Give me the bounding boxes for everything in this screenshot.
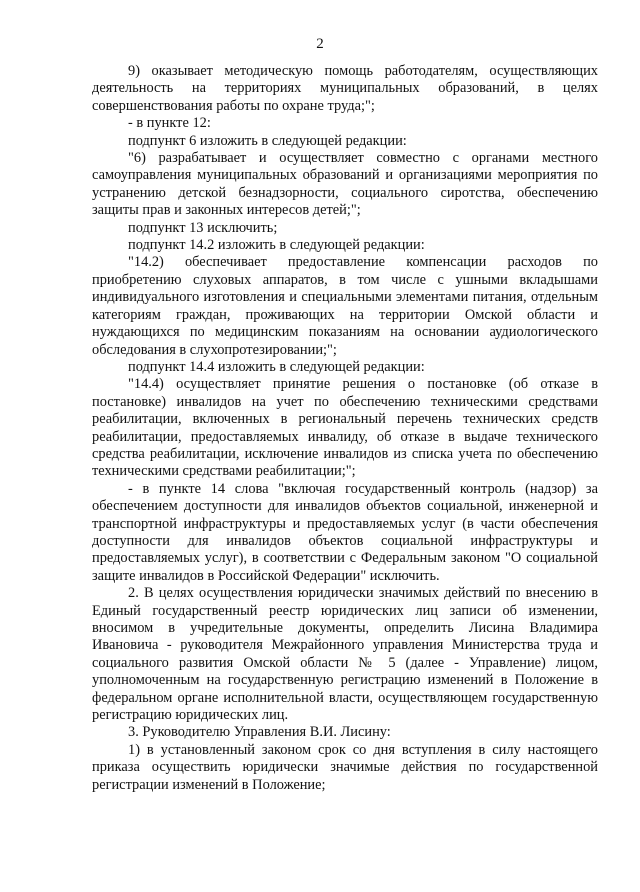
paragraph-subpoint-14-4-text: "14.4) осуществляет принятие решения о постановке (об отказе в постановке) инвалидов на учет по обеспечению техническими средствами реабилитации, включенных в региональный перечень технических средств реабилитации, предоставляемых инвалиду, об отказе в выдаче технического средства реабилитации, исключение инвалидов из списка учета по обеспечению техническими средствами реабилитации;"; <box>92 376 598 480</box>
paragraph-point-12: - в пункте 12: <box>128 115 211 132</box>
paragraph-subpoint-13: подпункт 13 исключить; <box>128 219 278 236</box>
paragraph-subpoint-6-heading: подпункт 6 изложить в следующей редакции: <box>128 132 407 149</box>
paragraph-subpoint-14-2-heading: подпункт 14.2 изложить в следующей редакции: <box>128 237 425 254</box>
paragraph-section-3: 3. Руководителю Управления В.И. Лисину: <box>128 724 391 741</box>
paragraph-section-3-item-1: 1) в установленный законом срок со дня вступления в силу настоящего приказа осуществить юридически значимые действия по государственной регистрации изменений в Положение; <box>92 741 598 793</box>
page-number: 2 <box>316 36 324 52</box>
paragraph-subpoint-6-text: "6) разрабатывает и осуществляет совместно с органами местного самоуправления муниципальных образований и организациями мероприятия по устранению детской безнадзорности, социального сиротства, обеспечению защиты прав и законных интересов детей;"; <box>92 150 598 219</box>
paragraph-point-14: - в пункте 14 слова "включая государственный контроль (надзор) за обеспечением доступности для инвалидов объектов социальной, инженерной и транспортной инфраструктуры и предоставляемых услуг (в части обеспечения доступности для инвалидов объектов социальной инфраструктуры и предоставляемых услуг), в соответствии с Федеральным законом "О социальной защите инвалидов в Российской Федерации" исключить. <box>92 480 598 584</box>
paragraph-item-9: 9) оказывает методическую помощь работодателям, осуществляющих деятельность на территориях муниципальных образований, в целях совершенствования работы по охране труда;"; <box>92 63 598 114</box>
paragraph-subpoint-14-2-text: "14.2) обеспечивает предоставление компенсации расходов по приобретению слуховых аппаратов, в том числе с ушными вкладышами индивидуального изготовления и специальными элементами питания, отдельным категориям граждан, проживающих на территории Омской области и нуждающихся по медицинским показаниям на основании аудиологического обследования в слухопротезировании;"; <box>92 254 598 358</box>
paragraph-section-2: 2. В целях осуществления юридически значимых действий по внесению в Единый государственный реестр юридических лиц записи об изменении, вносимом в учредительные документы, определить Лисина Владимира Ивановича - руководителя Межрайонного управления Министерства труда и социального развития Омской области № 5 (далее - Управление) лицом, уполномоченным на государственную регистрацию изменений в Положение в федеральном органе исполнительной власти, осуществляющем государственную регистрацию юридических лиц. <box>92 585 598 724</box>
paragraph-subpoint-14-4-heading: подпункт 14.4 изложить в следующей редакции: <box>128 358 425 375</box>
document-body <box>92 63 598 794</box>
